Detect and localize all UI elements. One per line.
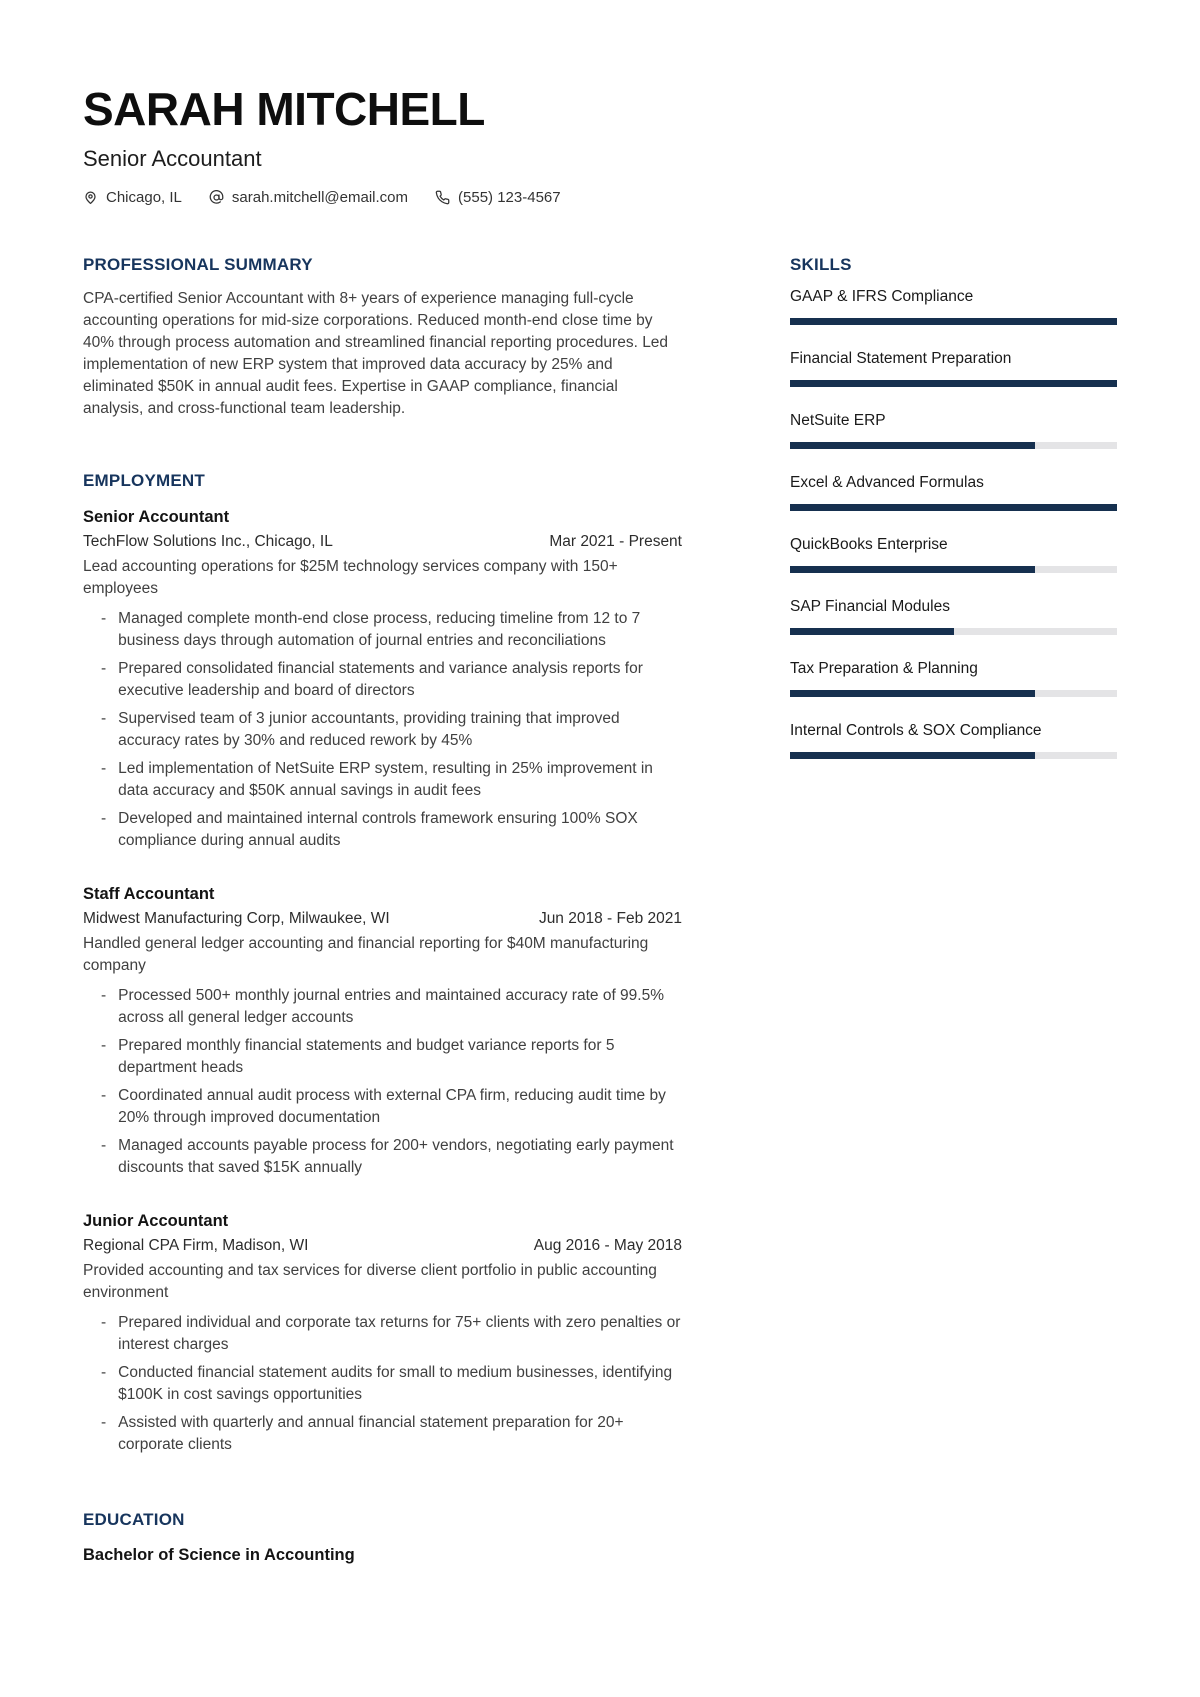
job-bullets [83,985,682,1179]
job-description: Handled general ledger accounting and financial reporting for $40M manufacturing company [83,935,649,974]
professional-summary-section [83,255,682,420]
bullet-item [83,1085,682,1129]
skill-progress-track [790,504,1117,511]
bullet-item [83,808,682,852]
company-row [83,910,682,928]
job-dates: Mar 2021 - Present [549,533,682,550]
skill-item [790,288,1117,325]
bullet-text: Prepared consolidated financial statements and variance analysis reports for executive leadership and board of directors [118,660,643,699]
bullet-item [83,985,682,1029]
skill-progress-track [790,566,1117,573]
job-entry [83,1212,682,1456]
contact-text: sarah.mitchell@email.com [231,189,409,206]
bullet-text: Assisted with quarterly and annual financial statement preparation for 20+ corporate clients [118,1414,624,1453]
skill-item [790,660,1117,697]
skill-progress-fill [790,380,1117,387]
bullet-text: Prepared individual and corporate tax returns for 75+ clients with zero penalties or interest charges [118,1314,681,1353]
skill-progress-fill [790,752,1035,759]
skill-progress-track [790,380,1117,387]
phone-icon [435,190,450,205]
company-row [83,1237,682,1255]
job-bullets [83,608,682,852]
job-title: Junior Accountant [83,1212,229,1230]
bullet-dash [101,758,106,802]
company-name: TechFlow Solutions Inc., Chicago, IL [83,533,333,550]
contact-row [83,189,1117,206]
contact-item [83,189,182,206]
bullet-dash [101,708,106,752]
skill-label: Internal Controls & SOX Compliance [790,722,1042,739]
at-sign-icon [209,190,224,205]
bullet-dash [101,1412,106,1456]
job-bullets [83,1312,682,1456]
employment-heading: EMPLOYMENT [83,471,205,490]
resume-header [83,83,1117,206]
skill-progress-track [790,752,1117,759]
job-description: Provided accounting and tax services for diverse client portfolio in public accounting environment [83,1262,657,1301]
job-title: Staff Accountant [83,885,215,903]
skill-label: Financial Statement Preparation [790,350,1012,367]
skill-label: Tax Preparation & Planning [790,660,978,677]
summary-text: CPA-certified Senior Accountant with 8+ years of experience managing full-cycle accounting operations for mid-size corporations. Reduced month-end close time by 40% through process automation and streamlined financial reporting procedures. Led implementation of new ERP system that improved data accuracy by 25% and eliminated $50K in annual audit fees. Expertise in GAAP compliance, financial analysis, and cross-functional team leadership. [83,290,669,417]
bullet-text: Supervised team of 3 junior accountants, providing training that improved accuracy rates by 30% and reduced rework by 45% [118,710,620,749]
person-name: SARAH MITCHELL [83,83,485,135]
skill-progress-fill [790,690,1035,697]
bullet-text: Managed complete month-end close process, reducing timeline from 12 to 7 business days through automation of journal entries and reconciliations [118,610,641,649]
skill-item [790,412,1117,449]
bullet-item [83,608,682,652]
bullet-dash [101,1135,106,1179]
bullet-dash [101,1085,106,1129]
skill-progress-fill [790,318,1117,325]
skill-label: NetSuite ERP [790,412,886,429]
bullet-dash [101,985,106,1029]
skill-progress-track [790,318,1117,325]
bullet-item [83,1362,682,1406]
contact-item [435,189,561,206]
skill-label: QuickBooks Enterprise [790,536,948,553]
skill-item [790,474,1117,511]
job-list [83,508,682,1456]
bullet-dash [101,1312,106,1356]
bullet-text: Led implementation of NetSuite ERP system, resulting in 25% improvement in data accuracy and $50K annual savings in audit fees [118,760,653,799]
person-title: Senior Accountant [83,146,262,171]
skill-item [790,722,1117,759]
skill-item [790,598,1117,635]
main-column [83,255,682,1565]
bullet-text: Managed accounts payable process for 200+ vendors, negotiating early payment discounts that saved $15K annually [118,1137,674,1176]
bullet-item [83,1035,682,1079]
job-dates: Jun 2018 - Feb 2021 [538,910,682,927]
bullet-item [83,1312,682,1356]
bullet-dash [101,808,106,852]
bullet-text: Processed 500+ monthly journal entries and maintained accuracy rate of 99.5% across all general ledger accounts [118,987,665,1026]
skill-progress-fill [790,504,1117,511]
company-name: Midwest Manufacturing Corp, Milwaukee, WI [83,910,390,927]
skill-progress-fill [790,628,954,635]
degree-name: Bachelor of Science in Accounting [83,1546,355,1564]
bullet-item [83,658,682,702]
skills-heading: SKILLS [790,255,852,274]
bullet-text: Prepared monthly financial statements and budget variance reports for 5 department heads [118,1037,615,1076]
bullet-item [83,708,682,752]
bullet-dash [101,658,106,702]
skill-list [790,288,1117,759]
bullet-text: Conducted financial statement audits for small to medium businesses, identifying $100K in cost savings opportunities [118,1364,673,1403]
bullet-text: Developed and maintained internal controls framework ensuring 100% SOX compliance during annual audits [118,810,638,849]
skills-sidebar [790,255,1117,1565]
skill-item [790,536,1117,573]
contact-text: (555) 123-4567 [458,189,561,206]
job-title: Senior Accountant [83,508,230,526]
education-heading: EDUCATION [83,1510,185,1529]
bullet-item [83,1412,682,1456]
bullet-item [83,758,682,802]
skill-progress-track [790,628,1117,635]
contact-text: Chicago, IL [106,189,182,206]
skill-label: Excel & Advanced Formulas [790,474,984,491]
contact-item [209,189,408,206]
job-dates: Aug 2016 - May 2018 [533,1237,682,1254]
job-entry [83,508,682,852]
skill-label: SAP Financial Modules [790,598,950,615]
skill-label: GAAP & IFRS Compliance [790,288,974,305]
education-section [83,1510,682,1565]
location-pin-icon [83,190,98,205]
bullet-dash [101,608,106,652]
job-entry [83,885,682,1179]
company-row [83,533,682,551]
job-description: Lead accounting operations for $25M technology services company with 150+ employees [83,558,618,597]
skill-item [790,350,1117,387]
bullet-dash [101,1362,106,1406]
skill-progress-fill [790,442,1035,449]
skill-progress-track [790,690,1117,697]
bullet-item [83,1135,682,1179]
bullet-dash [101,1035,106,1079]
company-name: Regional CPA Firm, Madison, WI [83,1237,309,1254]
summary-heading: PROFESSIONAL SUMMARY [83,255,313,274]
skill-progress-fill [790,566,1035,573]
content-columns [83,255,1117,1565]
employment-section [83,471,682,1456]
bullet-text: Coordinated annual audit process with external CPA firm, reducing audit time by 20% through improved documentation [118,1087,666,1126]
skill-progress-track [790,442,1117,449]
